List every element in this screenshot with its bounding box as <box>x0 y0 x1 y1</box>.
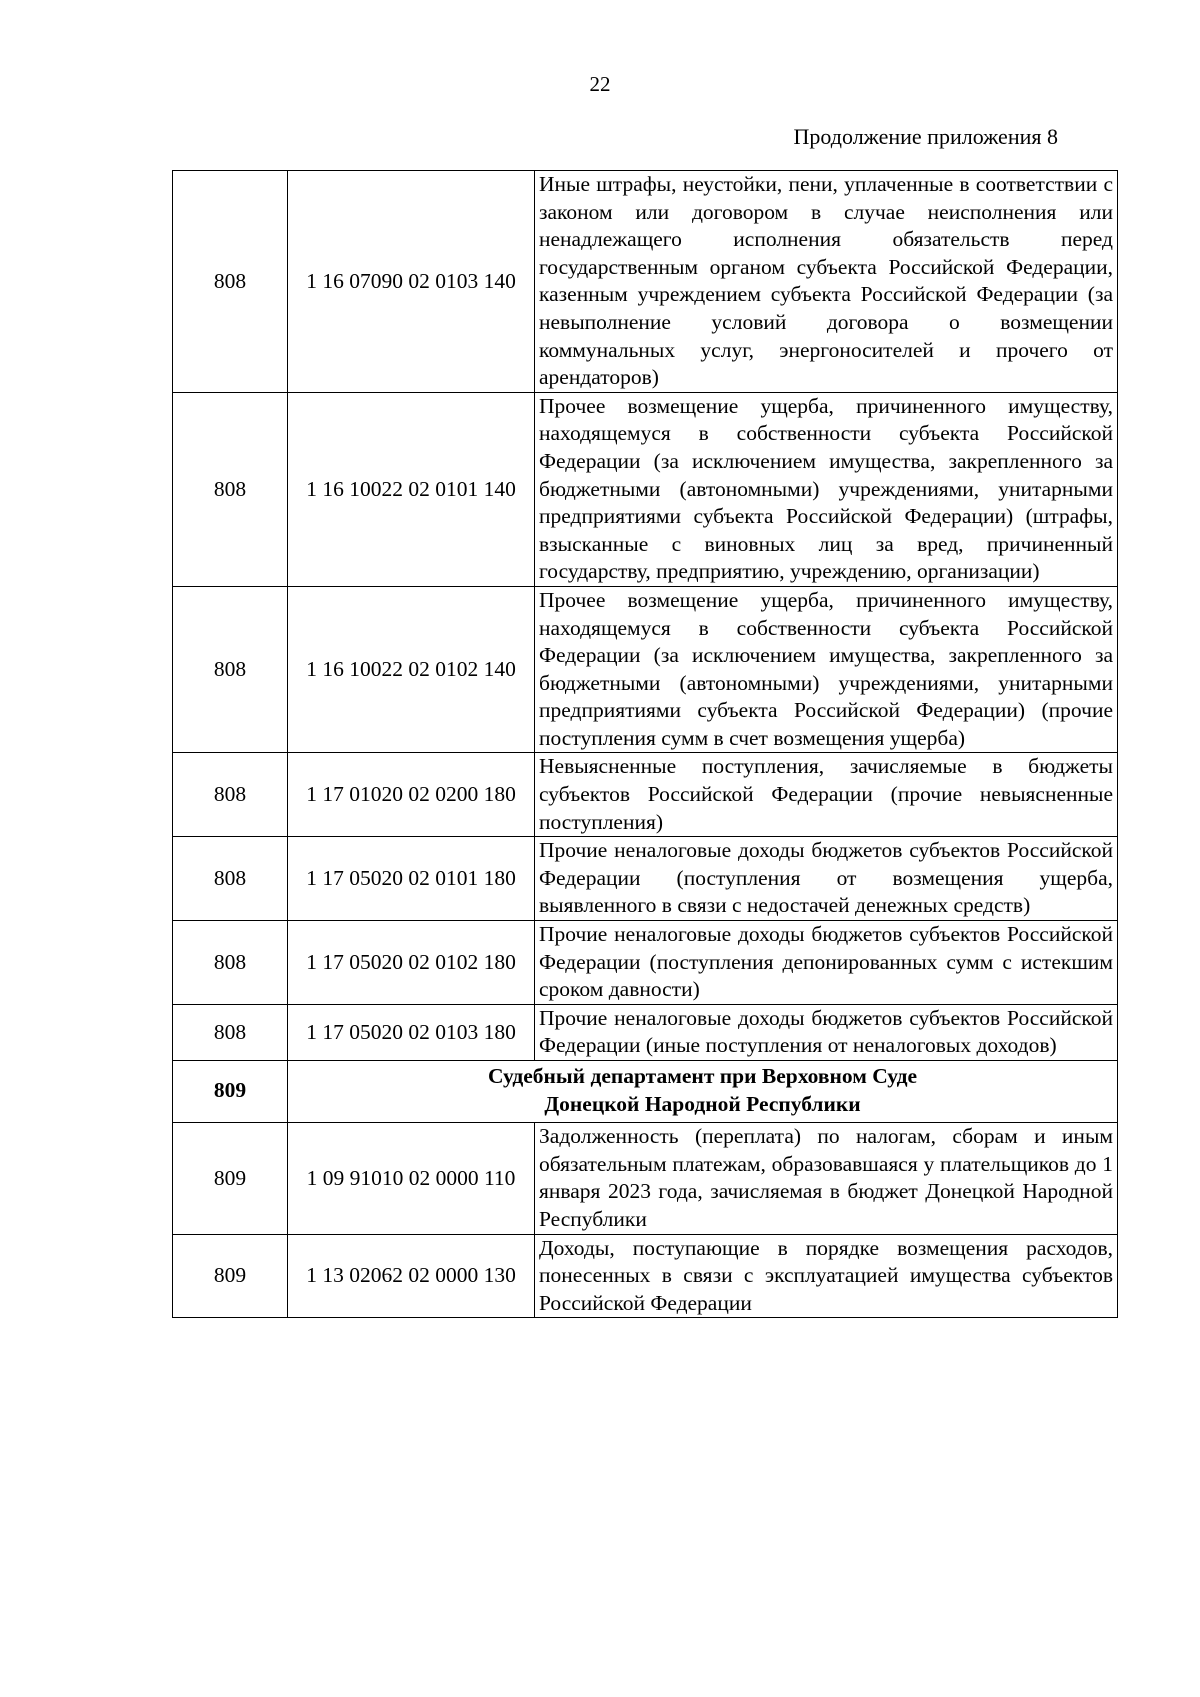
description-cell: Иные штрафы, неустойки, пени, уплаченные в соответствии с законом или договором в случае неисполнения или ненадлежащего исполнения обязательств перед государственным органом субъекта Российской Федерации, казенным учреждением субъекта Российской Федерации (за невыполнение условий договора о возмещении коммунальных услуг, энергоносителей и прочего от арендаторов) <box>535 171 1118 393</box>
description-cell: Прочее возмещение ущерба, причиненного имуществу, находящемуся в собственности субъекта Российской Федерации (за исключением имущества, закрепленного за бюджетными (автономными) учреждениями, унитарными предприятиями субъекта Российской Федерации) (штрафы, взысканные с виновных лиц за вред, причиненный государству, предприятию, учреждению, организации) <box>535 392 1118 586</box>
admin-code-cell: 809 <box>173 1123 288 1234</box>
table-row <box>173 921 1118 1005</box>
revenue-code-cell: 1 17 05020 02 0103 180 <box>288 1004 535 1060</box>
description-cell: Прочие неналоговые доходы бюджетов субъектов Российской Федерации (поступления депонированных сумм с истекшим сроком давности) <box>535 921 1118 1005</box>
revenue-code-cell: 1 16 10022 02 0102 140 <box>288 586 535 753</box>
section-header-row <box>173 1061 1118 1123</box>
section-title-line2: Донецкой Народной Республики <box>544 1091 861 1116</box>
description-cell: Прочее возмещение ущерба, причиненного имуществу, находящемуся в собственности субъекта Российской Федерации (за исключением имущества, закрепленного за бюджетными (автономными) учреждениями, унитарными предприятиями субъекта Российской Федерации) (прочие поступления сумм в счет возмещения ущерба) <box>535 586 1118 753</box>
table-row <box>173 1234 1118 1318</box>
description-cell: Прочие неналоговые доходы бюджетов субъектов Российской Федерации (поступления от возмещения ущерба, выявленного в связи с недостачей денежных средств) <box>535 837 1118 921</box>
revenue-code-cell: 1 17 01020 02 0200 180 <box>288 753 535 837</box>
description-cell: Задолженность (переплата) по налогам, сборам и иным обязательным платежам, образовавшаяся у плательщиков до 1 января 2023 года, зачисляемая в бюджет Донецкой Народной Республики <box>535 1123 1118 1234</box>
revenue-code-cell: 1 16 10022 02 0101 140 <box>288 392 535 586</box>
admin-code-cell: 808 <box>173 1004 288 1060</box>
table-row <box>173 1123 1118 1234</box>
admin-code-cell: 808 <box>173 586 288 753</box>
description-cell: Доходы, поступающие в порядке возмещения расходов, понесенных в связи с эксплуатацией имущества субъектов Российской Федерации <box>535 1234 1118 1318</box>
admin-code-cell: 808 <box>173 171 288 393</box>
admin-code-cell: 808 <box>173 837 288 921</box>
table-row <box>173 586 1118 753</box>
description-cell: Невыясненные поступления, зачисляемые в бюджеты субъектов Российской Федерации (прочие невыясненные поступления) <box>535 753 1118 837</box>
table-row <box>173 1004 1118 1060</box>
revenue-code-cell: 1 16 07090 02 0103 140 <box>288 171 535 393</box>
section-title <box>288 1061 1118 1123</box>
section-admin-code: 809 <box>173 1061 288 1123</box>
revenue-code-cell: 1 17 05020 02 0101 180 <box>288 837 535 921</box>
table-row <box>173 753 1118 837</box>
section-title-line1: Судебный департамент при Верховном Суде <box>487 1064 918 1088</box>
admin-code-cell: 809 <box>173 1234 288 1318</box>
revenue-code-cell: 1 09 91010 02 0000 110 <box>288 1123 535 1234</box>
page-number: 22 <box>589 72 611 96</box>
description-cell: Прочие неналоговые доходы бюджетов субъектов Российской Федерации (иные поступления от неналоговых доходов) <box>535 1004 1118 1060</box>
table-row <box>173 392 1118 586</box>
revenue-code-cell: 1 17 05020 02 0102 180 <box>288 921 535 1005</box>
appendix-continuation-note: Продолжение приложения 8 <box>793 124 1058 149</box>
admin-code-cell: 808 <box>173 753 288 837</box>
revenue-code-cell: 1 13 02062 02 0000 130 <box>288 1234 535 1318</box>
table-row <box>173 837 1118 921</box>
admin-code-cell: 808 <box>173 392 288 586</box>
table-row <box>173 171 1118 393</box>
admin-code-cell: 808 <box>173 921 288 1005</box>
revenue-codes-table <box>172 170 1118 1318</box>
